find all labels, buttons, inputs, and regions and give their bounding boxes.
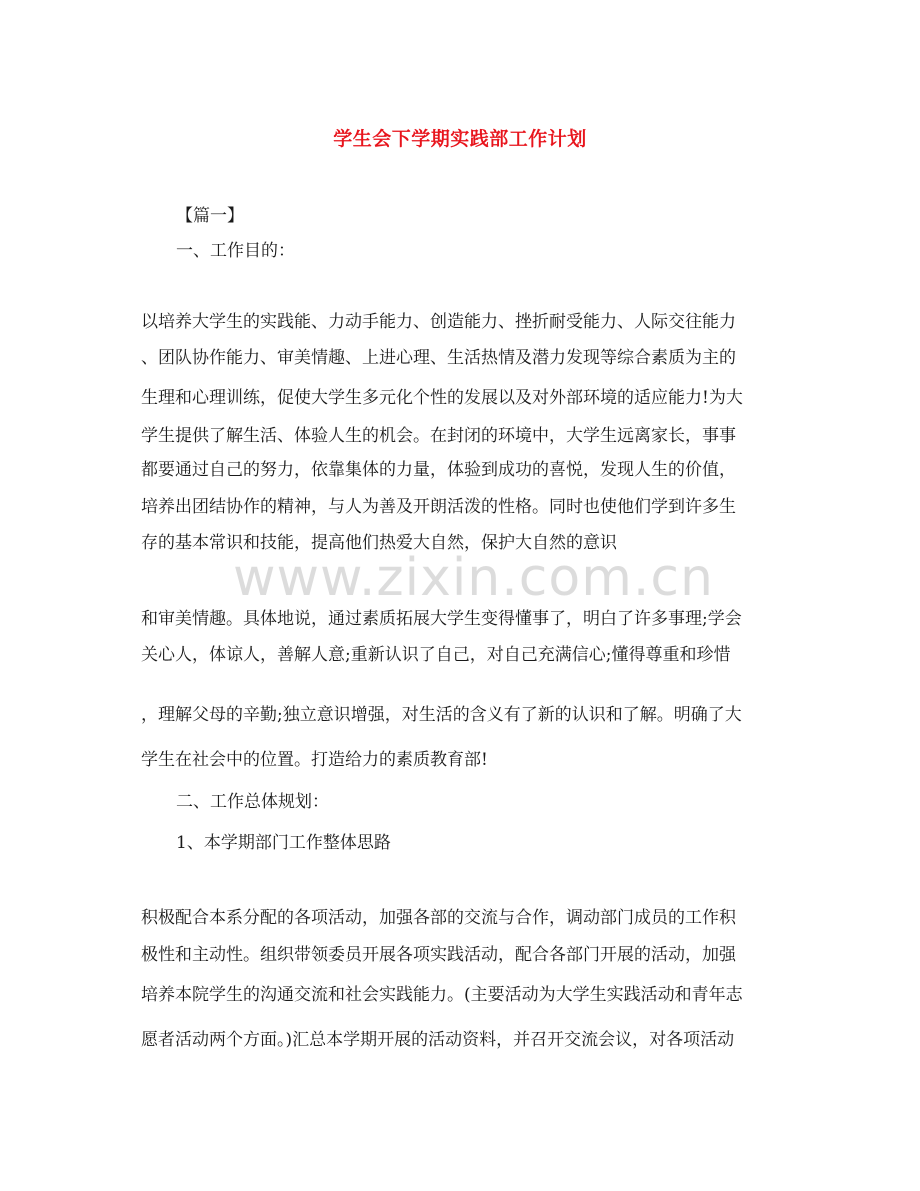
paragraph-line: 极性和主动性。组织带领委员开展各项实践活动，配合各部门开展的活动，加强: [141, 945, 736, 965]
paragraph-line: 和审美情趣。具体地说，通过素质拓展大学生变得懂事了，明白了许多事理;学会: [141, 609, 742, 629]
paragraph-line: 存的基本常识和技能，提高他们热爱大自然，保护大自然的意识: [141, 533, 617, 553]
paragraph-line: 愿者活动两个方面。)汇总本学期开展的活动资料，并召开交流会议，对各项活动: [141, 1030, 735, 1050]
paragraph-line: 都要通过自己的努力，依靠集体的力量，体验到成功的喜悦，发现人生的价值，: [141, 460, 736, 480]
paragraph-line: 关心人，体谅人，善解人意;重新认识了自己，对自己充满信心;懂得尊重和珍惜: [141, 645, 731, 665]
paragraph-line: 以培养大学生的实践能、力动手能力、创造能力、挫折耐受能力、人际交往能力: [141, 312, 736, 332]
section-marker: 【篇一】: [176, 206, 244, 226]
heading-work-purpose: 一、工作目的：: [176, 241, 295, 261]
paragraph-line: 积极配合本系分配的各项活动，加强各部的交流与合作，调动部门成员的工作积: [141, 908, 736, 928]
paragraph-line: 培养出团结协作的精神，与人为善及开朗活泼的性格。同时也使他们学到许多生: [141, 497, 736, 517]
heading-department-approach: 1、本学期部门工作整体思路: [176, 833, 391, 853]
paragraph-line: 学生在社会中的位置。打造给力的素质教育部!: [141, 750, 488, 770]
paragraph-line: ，理解父母的辛勤;独立意识增强，对生活的含义有了新的认识和了解。明确了大: [141, 705, 742, 725]
paragraph-line: 培养本院学生的沟通交流和社会实践能力。(主要活动为大学生实践活动和青年志: [141, 985, 743, 1005]
watermark-text: www.zixin.com.cn: [233, 548, 714, 608]
paragraph-line: 、团队协作能力、审美情趣、上进心理、生活热情及潜力发现等综合素质为主的: [141, 348, 736, 368]
paragraph-line: 学生提供了解生活、体验人生的机会。在封闭的环境中，大学生远离家长，事事: [141, 426, 736, 446]
paragraph-line: 生理和心理训练，促使大学生多元化个性的发展以及对外部环境的适应能力!为大: [141, 388, 743, 408]
heading-overall-plan: 二、工作总体规划：: [176, 792, 329, 812]
page-title: 学生会下学期实践部工作计划: [333, 128, 587, 150]
